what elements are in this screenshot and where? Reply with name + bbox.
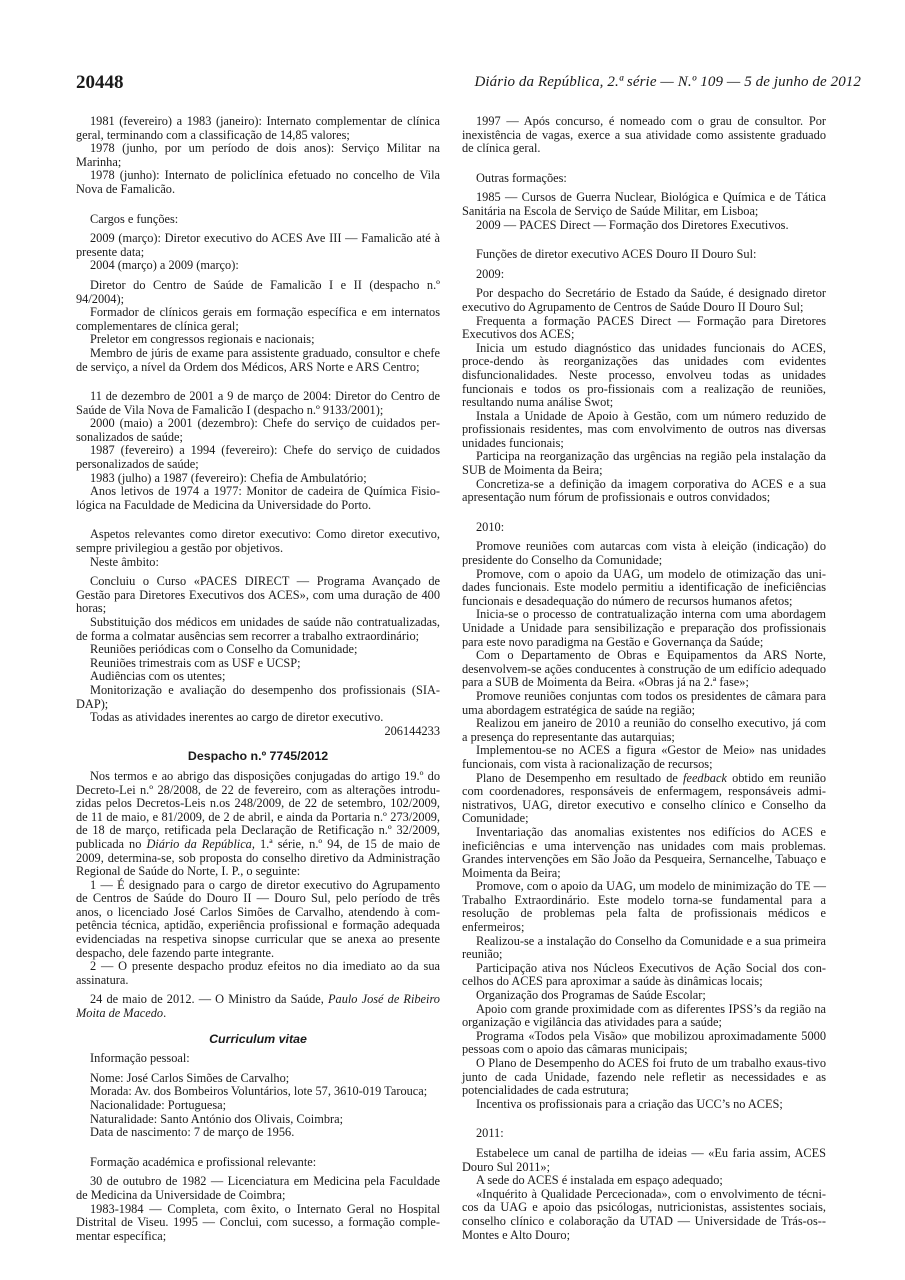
despacho-title: Despacho n.º 7745/2012: [187, 749, 329, 764]
paragraph: Frequenta a formação PACES Direct — Formação para Diretores Executivos dos ACES;: [462, 313, 826, 342]
paragraph: Apoio com grande proximidade com as diferentes IPSS’s da região na organização e vigilância das atividades para a saúde;: [462, 1001, 826, 1030]
paragraph: Concluiu o Curso «PACES DIRECT — Programa Avançado de Gestão para Diretores Executivos dos ACES», com uma duração de 400 horas;: [76, 574, 440, 616]
section-label-cargos: Cargos e funções:: [90, 211, 179, 226]
feedback-italic: feedback: [683, 770, 727, 785]
paragraph: Promove, com o apoio da UAG, um modelo de otimização das uni-dades funcionais. Este modelo permitiu a identificação de ineficiências funcionais e desadequação do número de recursos humanos afetos;: [462, 566, 826, 608]
paragraph: 1978 (junho, por um período de dois anos): Serviço Militar na Marinha;: [76, 141, 440, 169]
paragraph: 2 — O presente despacho produz efeitos no dia imediato ao da sua assinatura.: [76, 959, 440, 987]
paragraph: Inventariação das anomalias existentes nos edifícios do ACES e ineficiências e uma intervenção nas unidades com mais problemas. Grandes intervenções em São João da Pesqueira, Sernancelhe, Tabuaço e Moimenta da Beira;: [462, 824, 826, 880]
paragraph: Estabelece um canal de partilha de ideias — «Eu faria assim, ACES Douro Sul 2011»;: [462, 1145, 826, 1174]
minister-name: Paulo José de Ribeiro Moita de Macedo: [76, 992, 440, 1021]
year-label-2011: 2011:: [476, 1126, 504, 1141]
paragraph: Todas as atividades inerentes ao cargo de diretor executivo.: [90, 710, 384, 725]
paragraph: Participa na reorganização das urgências na região pela instalação da SUB de Moimenta da Beira;: [462, 449, 826, 478]
paragraph: Nome: José Carlos Simões de Carvalho;: [90, 1070, 290, 1085]
paragraph: Preletor em congressos regionais e nacionais;: [90, 332, 315, 347]
paragraph: Monitorização e avaliação do desempenho dos profissionais (SIA-DAP);: [76, 682, 440, 711]
paragraph: Promove, com o apoio da UAG, um modelo de minimização do TE — Trabalho Extraordinário. Este modelo torna-se fundamental para a resolução de problemas pela falta de profissionais médicos e enfermeiros;: [462, 879, 826, 935]
section-label-info: Informação pessoal:: [90, 1051, 190, 1066]
paragraph: 1 — É designado para o cargo de diretor executivo do Agrupamento de Centros de Saúde do Douro II — Douro Sul, pelo período de três anos, o licenciado José Carlos Simões de Carvalho, atendendo à com-petência técnica, aptidão, experiência profissional e formação adequada evidenciadas na respetiva sinopse curricular que se anexa ao presente despacho, dele fazendo parte integrante.: [76, 877, 440, 960]
paragraph: Formador de clínicos gerais em formação específica e em internatos complementares de clínica geral;: [76, 305, 440, 333]
paragraph: Aspetos relevantes como diretor executivo: Como diretor executivo, sempre privilegiou a gestão por objetivos.: [76, 527, 440, 556]
paragraph: Nos termos e ao abrigo das disposições conjugadas do artigo 19.º do Decreto-Lei n.º 28/2008, de 22 de fevereiro, com as alterações introdu-zidas pelos Decretos-Leis n.os 248/2009, de 22 de setembro, 102/2009, de 11 de maio, e 81/2009, de 2 de abril, e ainda da Portaria n.º 273/2009, de 18 de março, retificada pela Declaração de Retificação n.º 32/2009, publicada no Diário da República, 1.ª série, n.º 94, de 15 de maio de 2009, determina-se, sob proposta do conselho diretivo da Administração Regional de Saúde do Norte, I. P., o seguinte:: [76, 768, 440, 879]
signature: 24 de maio de 2012. — O Ministro da Saúde, Paulo José de Ribeiro Moita de Macedo.: [76, 992, 440, 1021]
cv-title: Curriculum vitae: [209, 1031, 307, 1046]
section-label-formacao: Formação académica e profissional relevante:: [90, 1154, 317, 1169]
paragraph: Morada: Av. dos Bombeiros Voluntários, lote 57, 3610-019 Tarouca;: [90, 1084, 428, 1099]
paragraph: 30 de outubro de 1982 — Licenciatura em Medicina pela Faculdade de Medicina da Universidade de Coimbra;: [76, 1174, 440, 1202]
paragraph: O Plano de Desempenho do ACES foi fruto de um trabalho exaus-tivo junto de cada Unidade, fazendo nele refletir as necessidades e as potencialidades de cada estrutura;: [462, 1056, 826, 1098]
paragraph: 1983 (julho) a 1987 (fevereiro): Chefia de Ambulatório;: [90, 470, 367, 485]
paragraph: Promove reuniões conjuntas com todos os presidentes de câmara para uma abordagem estratégica de saúde na região;: [462, 688, 826, 717]
right-column: [462, 115, 826, 1242]
paragraph: Anos letivos de 1974 a 1977: Monitor de cadeira de Química Fisio-lógica na Faculdade de Medicina da Universidade do Porto.: [76, 484, 440, 512]
paragraph: A sede do ACES é instalada em espaço adequado;: [476, 1173, 723, 1188]
paragraph: Concretiza-se a definição da imagem corporativa do ACES e a sua apresentação num fórum de profissionais e outros convidados;: [462, 476, 826, 505]
paragraph: Reuniões periódicas com o Conselho da Comunidade;: [90, 642, 358, 657]
paragraph: Diretor do Centro de Saúde de Famalicão I e II (despacho n.º 94/2004);: [76, 277, 440, 306]
paragraph: 11 de dezembro de 2001 a 9 de março de 2004: Diretor do Centro de Saúde de Vila Nova de Famalicão I (despacho n.º 9133/2001);: [76, 389, 440, 417]
section-label-outras: Outras formações:: [476, 170, 567, 185]
paragraph: Participação ativa nos Núcleos Executivos de Ação Social dos con-celhos do ACES para aproximar a saúde às dinâmicas locais;: [462, 960, 826, 989]
page-number: 20448: [76, 72, 124, 93]
paragraph: 1981 (fevereiro) a 1983 (janeiro): Internato complementar de clínica geral, terminando com a classificação de 14,85 valores;: [76, 114, 440, 142]
reference-code: 206144233: [384, 723, 440, 738]
paragraph: Incentiva os profissionais para a criação das UCC’s no ACES;: [476, 1096, 783, 1111]
year-label-2010: 2010:: [476, 519, 505, 534]
paragraph: 2009 — PACES Direct — Formação dos Diretores Executivos.: [476, 217, 789, 232]
paragraph: Substituição dos médicos em unidades de saúde não contratualizadas, de forma a colmatar ausências sem recorrer a trabalho extraordinário;: [76, 615, 440, 643]
paragraph: 2009 (março): Diretor executivo do ACES Ave III — Famalicão até à presente data;: [76, 231, 440, 259]
paragraph: 1987 (fevereiro) a 1994 (fevereiro): Chefe do serviço de cuidados personalizados de saúde;: [76, 443, 440, 472]
paragraph: 1983-1984 — Completa, com êxito, o Internato Geral no Hospital Distrital de Viseu. 1995 — Conclui, com sucesso, a formação comple-mentar específica;: [76, 1201, 440, 1243]
paragraph: Implementou-se no ACES a figura «Gestor de Meio» nas unidades funcionais, com vista à racionalização de recursos;: [462, 743, 826, 771]
paragraph: Organização dos Programas de Saúde Escolar;: [476, 988, 706, 1003]
paragraph: Realizou-se a instalação do Conselho da Comunidade e a sua primeira reunião;: [462, 933, 826, 962]
paragraph: Plano de Desempenho em resultado de feedback obtido em reunião com coordenadores, responsáveis de enfermagem, responsáveis admi-nistrativos, UAG, diretor executivo e conselho clínico e Conselho da Comunidade;: [462, 770, 826, 826]
section-label-funcoes: Funções de diretor executivo ACES Douro II Douro Sul:: [476, 247, 757, 262]
year-label-2009: 2009:: [476, 266, 505, 281]
paragraph: «Inquérito à Qualidade Percecionada», com o envolvimento de técni-cos da UAG e apoio das psicólogas, nutricionistas, assistentes sociais, conselho clínico e colaboração da UTAD — Universidade de Trás-os--Montes e Alto Douro;: [462, 1186, 826, 1242]
journal-info: Diário da República, 2.ª série — N.º 109 — 5 de junho de 2012: [474, 74, 861, 90]
paragraph: Realizou em janeiro de 2010 a reunião do conselho executivo, já com a presença do representante das autarquias;: [462, 716, 826, 744]
paragraph: Inicia-se o processo de contratualização interna com uma abordagem Unidade a Unidade para sensibilização e preparação dos profissionais para este novo paradigma na Gestão e Governança da Saúde;: [462, 607, 826, 649]
paragraph: Reuniões trimestrais com as USF e UCSP;: [90, 655, 301, 670]
paragraph: Com o Departamento de Obras e Equipamentos da ARS Norte, desenvolvem-se ações conducentes à construção de um edifício adequado para a SUB de Moimenta da Beira. «Obras já na 2.ª fase»;: [462, 648, 826, 690]
paragraph: Instala a Unidade de Apoio à Gestão, com um número reduzido de profissionais residentes, mas com envolvimento de outros nas diversas unidades funcionais;: [462, 408, 826, 450]
paragraph: Neste âmbito:: [90, 554, 159, 569]
left-column: [76, 115, 440, 1243]
paragraph: Membro de júris de exame para assistente graduado, consultor e chefe de serviço, a nível da Ordem dos Médicos, ARS Norte e ARS Centro;: [76, 345, 440, 374]
paragraph: 1978 (junho): Internato de policlínica efetuado no concelho de Vila Nova de Famalicão.: [76, 168, 440, 196]
page-header: [76, 72, 861, 96]
paragraph: 1997 — Após concurso, é nomeado com o grau de consultor. Por inexistência de vagas, exerce a sua atividade como assistente graduado de clínica geral.: [462, 114, 826, 156]
paragraph: Inicia um estudo diagnóstico das unidades funcionais do ACES, proce-dendo às reorganizações das unidades com evidentes disfuncionalidades. Neste processo, envolveu todas as unidades funcionais e todos os pro-fissionais com a realização de reuniões, resultando numa análise Swot;: [462, 340, 826, 410]
paragraph: Naturalidade: Santo António dos Olivais, Coimbra;: [90, 1111, 344, 1126]
paragraph: Promove reuniões com autarcas com vista à eleição (indicação) do presidente do Conselho da Comunidade;: [462, 539, 826, 568]
paragraph: Por despacho do Secretário de Estado da Saúde, é designado diretor executivo do Agrupamento de Centros de Saúde Douro II Douro Sul;: [462, 286, 826, 314]
paragraph: Programa «Todos pela Visão» que mobilizou aproximadamente 5000 pessoas com o apoio das câmaras municipais;: [462, 1028, 826, 1057]
paragraph: Audiências com os utentes;: [90, 669, 226, 684]
journal-name-italic: Diário da República,: [146, 836, 255, 851]
paragraph: Nacionalidade: Portuguesa;: [90, 1098, 227, 1112]
paragraph: 2000 (maio) a 2001 (dezembro): Chefe do serviço de cuidados per-sonalizados de saúde;: [76, 416, 440, 444]
paragraph: 1985 — Cursos de Guerra Nuclear, Biológica e Química e de Tática Sanitária na Escola de Serviço de Saúde Militar, em Lisboa;: [462, 190, 826, 218]
paragraph: Data de nascimento: 7 de março de 1956.: [90, 1125, 295, 1140]
paragraph: 2004 (março) a 2009 (março):: [90, 258, 239, 273]
